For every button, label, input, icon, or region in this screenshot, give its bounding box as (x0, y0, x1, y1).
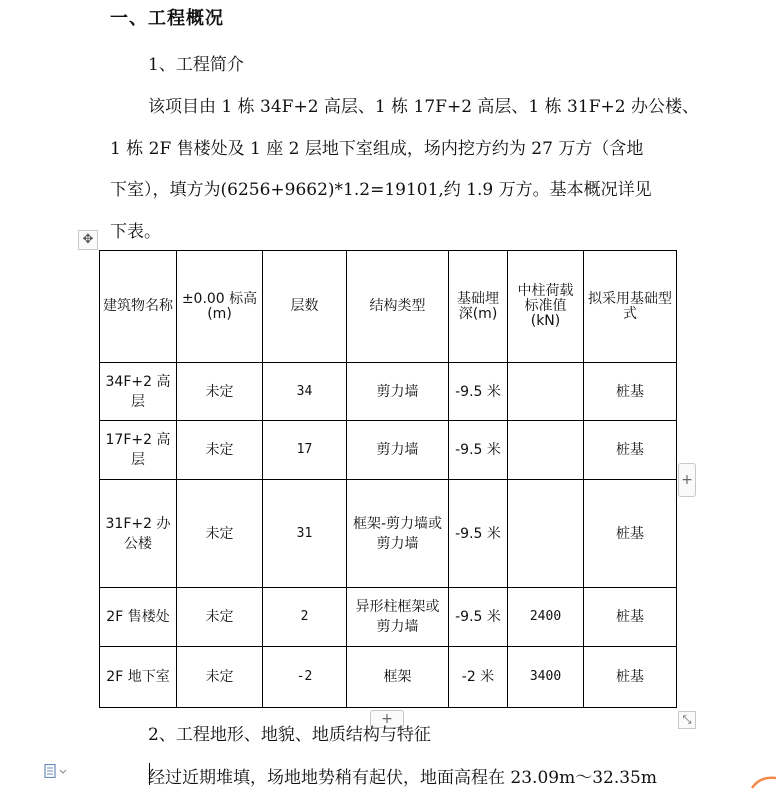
paragraph-line: 下室），填方为(6256+9662)*1.2=19101,约 1.9 万方。基本概况详见 (110, 180, 652, 200)
table-cell: 框架-剪力墙或剪力墙 (347, 480, 449, 588)
table-row (100, 421, 677, 480)
orange-mark-icon (748, 772, 778, 790)
table-cell: -9.5 米 (449, 480, 508, 588)
project-overview-table (99, 250, 677, 708)
paragraph-line: 经过近期堆填，场地地势稍有起伏，地面高程在 23.09m～32.35m (148, 768, 657, 788)
table-cell: -9.5 米 (449, 363, 508, 421)
table-cell: 2F 地下室 (100, 647, 177, 708)
section-heading: 一、工程概况 (110, 8, 224, 29)
table-row (100, 363, 677, 421)
paragraph-line: 1 栋 2F 售楼处及 1 座 2 层地下室组成，场内挖方约为 27 万方（含地 (110, 139, 644, 159)
table-cell: 3400 (508, 647, 584, 708)
table-cell: 17 (263, 421, 347, 480)
header-cell: 结构类型 (347, 251, 449, 363)
table-cell: -2 (263, 647, 347, 708)
table-cell: 2400 (508, 588, 584, 647)
header-cell: ±0.00 标高(m) (177, 251, 263, 363)
document-icon[interactable] (44, 764, 68, 778)
table-cell: 框架 (347, 647, 449, 708)
table-cell: 剪力墙 (347, 421, 449, 480)
table-cell: 31F+2 办公楼 (100, 480, 177, 588)
table-cell (508, 421, 584, 480)
table-row (100, 480, 677, 588)
table-cell: 桩基 (584, 363, 677, 421)
table-cell (508, 363, 584, 421)
table-cell: 桩基 (584, 588, 677, 647)
table-cell: 异形柱框架或剪力墙 (347, 588, 449, 647)
table-cell: 17F+2 高层 (100, 421, 177, 480)
plus-icon: + (681, 472, 693, 488)
header-cell: 中柱荷载标准值(kN) (508, 251, 584, 363)
move-handle-icon: ✥ (82, 232, 94, 247)
table-cell: 2 (263, 588, 347, 647)
table-cell (508, 480, 584, 588)
header-cell: 建筑物名称 (100, 251, 177, 363)
table-cell: 31 (263, 480, 347, 588)
table-cell: 剪力墙 (347, 363, 449, 421)
table-cell: 未定 (177, 480, 263, 588)
plus-icon: + (381, 711, 393, 727)
table-cell: 34F+2 高层 (100, 363, 177, 421)
resize-icon: ⤡ (682, 713, 692, 726)
table-cell: 未定 (177, 588, 263, 647)
header-cell: 层数 (263, 251, 347, 363)
table-header-row (100, 251, 677, 363)
table-row (100, 647, 677, 708)
table-cell: 桩基 (584, 647, 677, 708)
table-cell: 未定 (177, 421, 263, 480)
table-cell: 2F 售楼处 (100, 588, 177, 647)
table-cell: 桩基 (584, 421, 677, 480)
paragraph-line: 下表。 (110, 222, 161, 242)
header-cell: 基础埋深(m) (449, 251, 508, 363)
header-cell: 拟采用基础型式 (584, 251, 677, 363)
table-cell: -9.5 米 (449, 588, 508, 647)
table-cell: 桩基 (584, 480, 677, 588)
table-resize-handle[interactable] (678, 711, 696, 729)
table-row (100, 588, 677, 647)
add-column-button[interactable] (678, 463, 696, 497)
table-cell: -2 米 (449, 647, 508, 708)
table-cell: 34 (263, 363, 347, 421)
table-cell: 未定 (177, 363, 263, 421)
table-move-handle[interactable] (78, 230, 98, 250)
table-cell: 未定 (177, 647, 263, 708)
table-cell: -9.5 米 (449, 421, 508, 480)
paragraph-line: 该项目由 1 栋 34F+2 高层、1 栋 17F+2 高层、1 栋 31F+2 办公楼、 (148, 97, 699, 117)
subsection-title-2: 2、工程地形、地貌、地质结构与特征 (148, 725, 431, 745)
subsection-title-1: 1、工程简介 (148, 55, 244, 75)
